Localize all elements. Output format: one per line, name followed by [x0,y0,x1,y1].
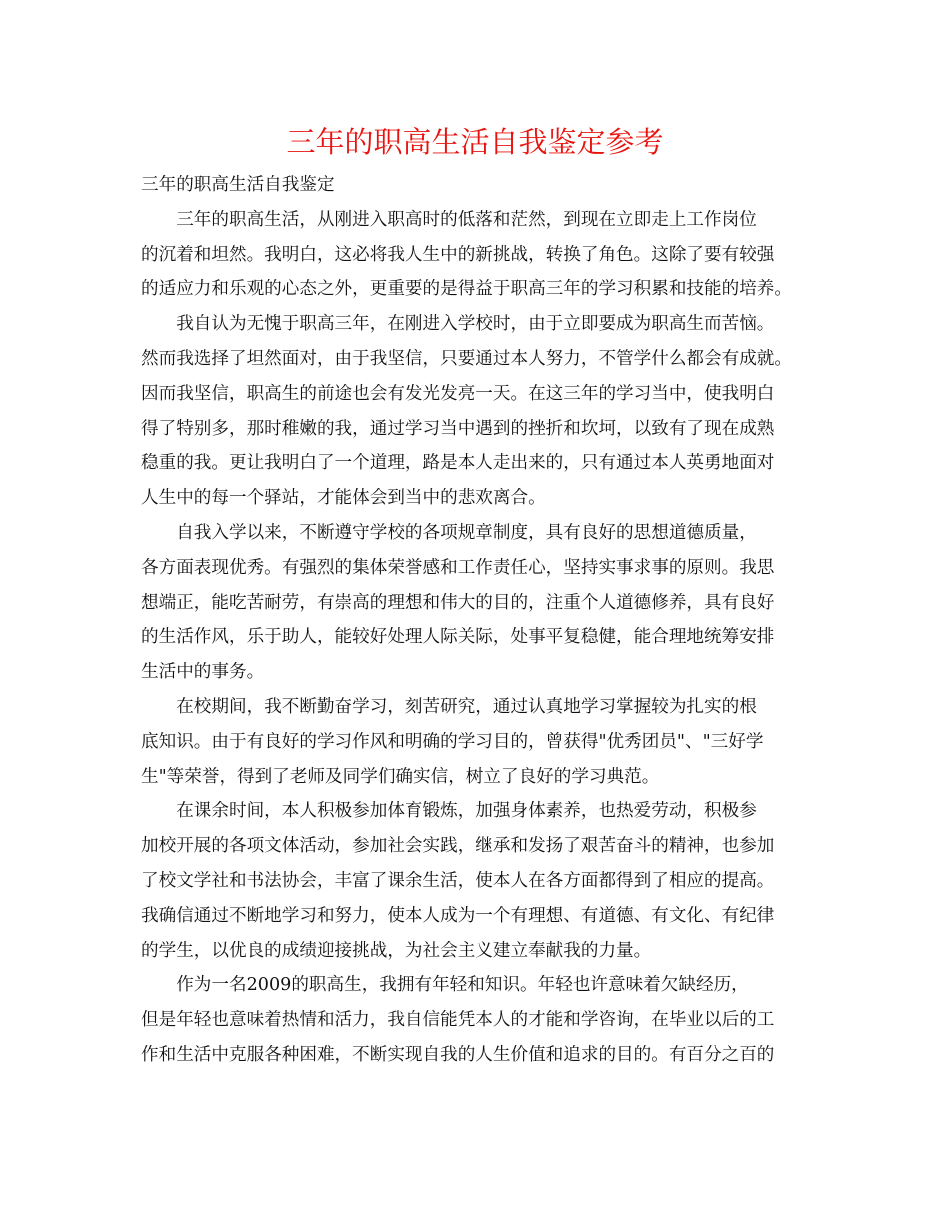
paragraph-line: 稳重的我。更让我明白了一个道理，路是本人走出来的，只有通过本人英勇地面对 [141,453,775,474]
paragraph-line: 作和生活中克服各种困难，不断实现自我的人生价值和追求的目的。有百分之百的 [141,1044,775,1065]
paragraph-line: 的学生，以优良的成绩迎接挑战，为社会主义建立奉献我的力量。 [141,940,652,961]
paragraph-3 [141,516,813,690]
paragraph-line: 人生中的每一个驿站，才能体会到当中的悲欢离合。 [141,488,546,509]
paragraph-line: 因而我坚信，职高生的前途也会有发光发亮一天。在这三年的学习当中，使我明白 [141,383,775,404]
paragraph-line: 三年的职高生活，从刚进入职高时的低落和茫然，到现在立即走上工作岗位 [176,209,757,230]
paragraph-line: 的沉着和坦然。我明白，这必将我人生中的新挑战，转换了角色。这除了要有较强 [141,244,775,265]
paragraph-line: 在课余时间，本人积极参加体育锻炼，加强身体素养，也热爱劳动，积极参 [176,801,757,822]
paragraph-line: 自我入学以来，不断遵守学校的各项规章制度，具有良好的思想道德质量， [176,522,757,543]
paragraph-line: 加校开展的各项文体活动，参加社会实践，继承和发扬了艰苦奋斗的精神，也参加 [141,836,775,857]
document-subtitle: 三年的职高生活自我鉴定 [141,175,335,195]
paragraph-line: 我确信通过不断地学习和努力，使本人成为一个有理想、有道德、有文化、有纪律 [141,905,775,926]
paragraph-line: 的适应力和乐观的心态之外，更重要的是得益于职高三年的学习积累和技能的培养。 [141,279,792,300]
paragraph-line: 的生活作风，乐于助人，能较好处理人际关际，处事平复稳健，能合理地统筹安排 [141,627,775,648]
paragraph-5 [141,794,813,968]
document-title: 三年的职高生活自我鉴定参考 [286,125,664,159]
paragraph-1 [141,203,813,307]
paragraph-line: 但是年轻也意味着热情和活力，我自信能凭本人的才能和学咨询，在毕业以后的工 [141,1010,775,1031]
paragraph-2 [141,307,813,516]
paragraph-line: 底知识。由于有良好的学习作风和明确的学习目的，曾获得"优秀团员"、"三好学 [141,731,764,752]
document-body [141,168,813,1073]
paragraph-line: 各方面表现优秀。有强烈的集体荣誉感和工作责任心，坚持实事求事的原则。我思 [141,557,775,578]
paragraph-4 [141,690,813,794]
paragraph-line: 在校期间，我不断勤奋学习，刻苦研究，通过认真地学习掌握较为扎实的根 [176,696,757,717]
paragraph-line: 然而我选择了坦然面对，由于我坚信，只要通过本人努力，不管学什么都会有成就。 [141,348,792,369]
paragraph-line: 了校文学社和书法协会，丰富了课余生活，使本人在各方面都得到了相应的提高。 [141,870,775,891]
paragraph-line: 我自认为无愧于职高三年，在刚进入学校时，由于立即要成为职高生而苦恼。 [176,314,775,335]
paragraph-line: 想端正，能吃苦耐劳，有崇高的理想和伟大的目的，注重个人道德修养，具有良好 [141,592,775,613]
paragraph-line: 生活中的事务。 [141,662,265,683]
paragraph-line: 生"等荣誉，得到了老师及同学们确实信，树立了良好的学习典范。 [141,766,660,787]
paragraph-6 [141,968,813,1072]
paragraph-line: 作为一名2009的职高生，我拥有年轻和知识。年轻也许意味着欠缺经历， [176,975,749,996]
paragraph-line: 得了特别多，那时稚嫩的我，通过学习当中遇到的挫折和坎坷，以致有了现在成熟 [141,418,775,439]
